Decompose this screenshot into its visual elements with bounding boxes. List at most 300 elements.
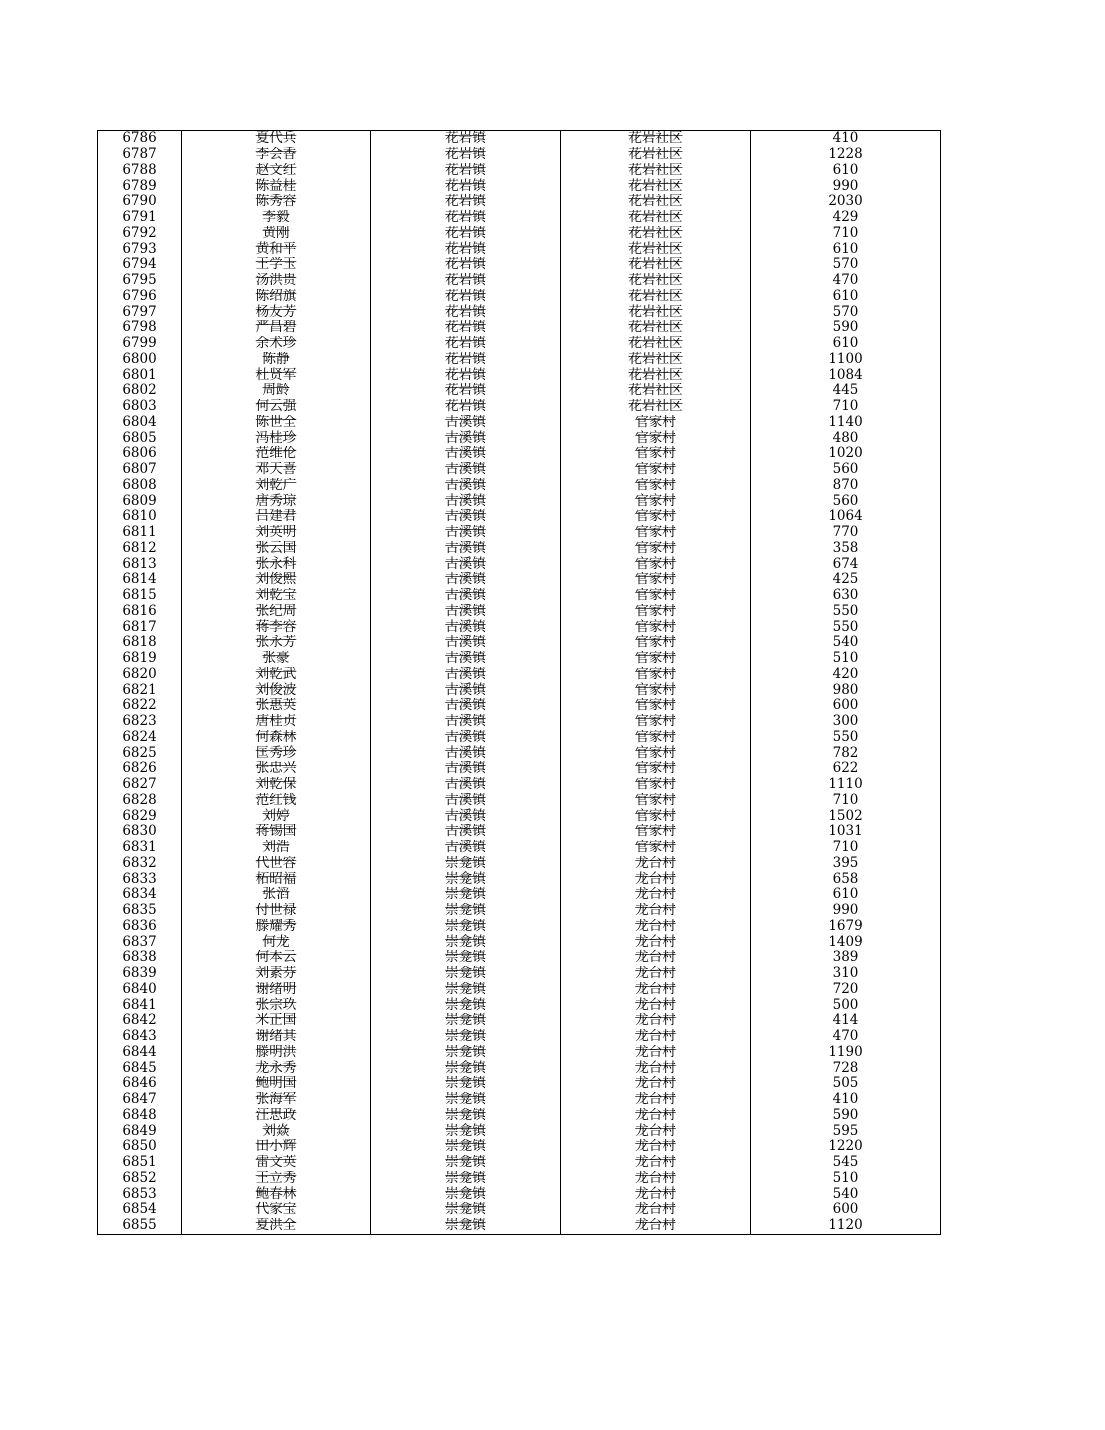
table-row [98,493,941,509]
town-cell: 崇龛镇 [371,1029,561,1045]
amount-cell: 1679 [751,919,941,935]
name-cell: 谢绪明 [182,982,371,998]
name-cell: 黄刚 [182,226,371,242]
amount-cell: 358 [751,541,941,557]
village-cell: 龙台村 [561,1155,751,1171]
town-cell: 古溪镇 [371,556,561,572]
amount-cell: 674 [751,556,941,572]
town-cell: 崇龛镇 [371,1139,561,1155]
town-cell: 崇龛镇 [371,1202,561,1218]
name-cell: 何云强 [182,399,371,415]
town-cell: 古溪镇 [371,777,561,793]
id-cell: 6820 [98,667,182,683]
amount-cell: 1228 [751,147,941,163]
table-row [98,1076,941,1092]
table-row [98,698,941,714]
amount-cell: 990 [751,178,941,194]
name-cell: 滕明洪 [182,1045,371,1061]
town-cell: 花岩镇 [371,178,561,194]
town-cell: 古溪镇 [371,446,561,462]
name-cell: 刘乾广 [182,478,371,494]
village-cell: 官家村 [561,808,751,824]
name-cell: 吕建君 [182,509,371,525]
name-cell: 滕耀秀 [182,919,371,935]
village-cell: 官家村 [561,493,751,509]
name-cell: 鲍春林 [182,1186,371,1202]
town-cell: 崇龛镇 [371,1045,561,1061]
town-cell: 古溪镇 [371,493,561,509]
town-cell: 古溪镇 [371,682,561,698]
village-cell: 官家村 [561,777,751,793]
name-cell: 匡秀珍 [182,745,371,761]
town-cell: 崇龛镇 [371,856,561,872]
id-cell: 6835 [98,903,182,919]
id-cell: 6808 [98,478,182,494]
table-row [98,1218,941,1234]
village-cell: 龙台村 [561,871,751,887]
name-cell: 刘焱 [182,1123,371,1139]
table-row [98,651,941,667]
amount-cell: 420 [751,667,941,683]
town-cell: 崇龛镇 [371,887,561,903]
amount-cell: 610 [751,289,941,305]
name-cell: 范维伦 [182,446,371,462]
table-row [98,446,941,462]
amount-cell: 540 [751,1186,941,1202]
name-cell: 刘俊波 [182,682,371,698]
town-cell: 古溪镇 [371,604,561,620]
id-cell: 6843 [98,1029,182,1045]
town-cell: 古溪镇 [371,588,561,604]
town-cell: 古溪镇 [371,793,561,809]
subsidy-table [97,130,941,1235]
table-row [98,210,941,226]
table-row [98,887,941,903]
village-cell: 龙台村 [561,1045,751,1061]
table-row [98,919,941,935]
name-cell: 米正国 [182,1013,371,1029]
village-cell: 龙台村 [561,887,751,903]
amount-cell: 1100 [751,352,941,368]
town-cell: 崇龛镇 [371,997,561,1013]
id-cell: 6817 [98,619,182,635]
table-row [98,950,941,966]
table-body [98,131,941,1235]
amount-cell: 410 [751,131,941,147]
town-cell: 花岩镇 [371,210,561,226]
table-row [98,714,941,730]
id-cell: 6845 [98,1060,182,1076]
id-cell: 6834 [98,887,182,903]
table-row [98,131,941,147]
table-row [98,147,941,163]
id-cell: 6812 [98,541,182,557]
name-cell: 张永科 [182,556,371,572]
amount-cell: 600 [751,698,941,714]
table-row [98,556,941,572]
town-cell: 古溪镇 [371,525,561,541]
town-cell: 古溪镇 [371,541,561,557]
table-row [98,399,941,415]
table-row [98,194,941,210]
amount-cell: 410 [751,1092,941,1108]
amount-cell: 570 [751,257,941,273]
table-row [98,1108,941,1124]
id-cell: 6830 [98,824,182,840]
amount-cell: 445 [751,383,941,399]
id-cell: 6814 [98,572,182,588]
name-cell: 张永芳 [182,635,371,651]
amount-cell: 1110 [751,777,941,793]
village-cell: 官家村 [561,430,751,446]
table-row [98,304,941,320]
name-cell: 刘素芬 [182,966,371,982]
town-cell: 崇龛镇 [371,1076,561,1092]
town-cell: 崇龛镇 [371,950,561,966]
table-row [98,478,941,494]
amount-cell: 550 [751,730,941,746]
table-row [98,1029,941,1045]
id-cell: 6828 [98,793,182,809]
name-cell: 邓天喜 [182,462,371,478]
village-cell: 龙台村 [561,1029,751,1045]
village-cell: 官家村 [561,462,751,478]
village-cell: 官家村 [561,698,751,714]
town-cell: 花岩镇 [371,226,561,242]
town-cell: 崇龛镇 [371,1092,561,1108]
name-cell: 蒋锡国 [182,824,371,840]
village-cell: 龙台村 [561,1060,751,1076]
name-cell: 张忠兴 [182,761,371,777]
amount-cell: 600 [751,1202,941,1218]
id-cell: 6813 [98,556,182,572]
village-cell: 花岩社区 [561,210,751,226]
name-cell: 刘英明 [182,525,371,541]
amount-cell: 770 [751,525,941,541]
name-cell: 张宗玖 [182,997,371,1013]
name-cell: 汤洪贵 [182,273,371,289]
id-cell: 6810 [98,509,182,525]
amount-cell: 470 [751,273,941,289]
id-cell: 6836 [98,919,182,935]
amount-cell: 560 [751,493,941,509]
town-cell: 古溪镇 [371,840,561,856]
amount-cell: 425 [751,572,941,588]
town-cell: 古溪镇 [371,745,561,761]
town-cell: 花岩镇 [371,163,561,179]
village-cell: 官家村 [561,730,751,746]
village-cell: 花岩社区 [561,257,751,273]
village-cell: 龙台村 [561,1013,751,1029]
name-cell: 何本云 [182,950,371,966]
table-row [98,178,941,194]
amount-cell: 590 [751,1108,941,1124]
village-cell: 官家村 [561,651,751,667]
table-row [98,1139,941,1155]
amount-cell: 2030 [751,194,941,210]
table-row [98,966,941,982]
name-cell: 何森林 [182,730,371,746]
table-row [98,934,941,950]
name-cell: 张云国 [182,541,371,557]
village-cell: 龙台村 [561,950,751,966]
town-cell: 古溪镇 [371,478,561,494]
village-cell: 官家村 [561,556,751,572]
village-cell: 官家村 [561,446,751,462]
village-cell: 龙台村 [561,1139,751,1155]
table-row [98,1013,941,1029]
amount-cell: 480 [751,430,941,446]
amount-cell: 1409 [751,934,941,950]
table-row [98,856,941,872]
table-row [98,730,941,746]
amount-cell: 500 [751,997,941,1013]
id-cell: 6790 [98,194,182,210]
table-row [98,525,941,541]
amount-cell: 710 [751,840,941,856]
id-cell: 6853 [98,1186,182,1202]
name-cell: 刘乾武 [182,667,371,683]
id-cell: 6787 [98,147,182,163]
amount-cell: 990 [751,903,941,919]
id-cell: 6844 [98,1045,182,1061]
id-cell: 6854 [98,1202,182,1218]
id-cell: 6789 [98,178,182,194]
village-cell: 官家村 [561,619,751,635]
town-cell: 古溪镇 [371,415,561,431]
amount-cell: 658 [751,871,941,887]
town-cell: 花岩镇 [371,273,561,289]
village-cell: 龙台村 [561,982,751,998]
town-cell: 崇龛镇 [371,966,561,982]
table-row [98,808,941,824]
town-cell: 古溪镇 [371,730,561,746]
name-cell: 黄和平 [182,241,371,257]
amount-cell: 550 [751,604,941,620]
village-cell: 花岩社区 [561,399,751,415]
town-cell: 花岩镇 [371,320,561,336]
amount-cell: 1084 [751,367,941,383]
name-cell: 唐桂贞 [182,714,371,730]
village-cell: 花岩社区 [561,289,751,305]
table-row [98,226,941,242]
id-cell: 6842 [98,1013,182,1029]
name-cell: 刘俊熙 [182,572,371,588]
id-cell: 6805 [98,430,182,446]
village-cell: 官家村 [561,840,751,856]
table-row [98,1123,941,1139]
village-cell: 龙台村 [561,1171,751,1187]
town-cell: 花岩镇 [371,352,561,368]
id-cell: 6824 [98,730,182,746]
id-cell: 6825 [98,745,182,761]
amount-cell: 870 [751,478,941,494]
name-cell: 冯桂珍 [182,430,371,446]
town-cell: 花岩镇 [371,336,561,352]
id-cell: 6798 [98,320,182,336]
village-cell: 官家村 [561,525,751,541]
town-cell: 花岩镇 [371,241,561,257]
id-cell: 6841 [98,997,182,1013]
name-cell: 余术珍 [182,336,371,352]
name-cell: 张纪周 [182,604,371,620]
town-cell: 古溪镇 [371,619,561,635]
table-row [98,289,941,305]
table-row [98,635,941,651]
name-cell: 刘浩 [182,840,371,856]
name-cell: 陈静 [182,352,371,368]
town-cell: 古溪镇 [371,509,561,525]
name-cell: 刘乾宝 [182,588,371,604]
table-row [98,352,941,368]
name-cell: 张豪 [182,651,371,667]
table-row [98,367,941,383]
village-cell: 花岩社区 [561,273,751,289]
amount-cell: 505 [751,1076,941,1092]
name-cell: 周龄 [182,383,371,399]
name-cell: 李会香 [182,147,371,163]
table-row [98,1186,941,1202]
table-row [98,588,941,604]
table-row [98,682,941,698]
id-cell: 6849 [98,1123,182,1139]
village-cell: 官家村 [561,635,751,651]
town-cell: 古溪镇 [371,824,561,840]
village-cell: 花岩社区 [561,241,751,257]
id-cell: 6797 [98,304,182,320]
village-cell: 花岩社区 [561,178,751,194]
name-cell: 杨友芳 [182,304,371,320]
town-cell: 古溪镇 [371,714,561,730]
amount-cell: 560 [751,462,941,478]
table-row [98,415,941,431]
table-row [98,336,941,352]
amount-cell: 1190 [751,1045,941,1061]
name-cell: 张惠英 [182,698,371,714]
village-cell: 龙台村 [561,1218,751,1234]
village-cell: 花岩社区 [561,367,751,383]
table-row [98,997,941,1013]
name-cell: 蒋李容 [182,619,371,635]
village-cell: 官家村 [561,541,751,557]
table-row [98,1092,941,1108]
name-cell: 张海军 [182,1092,371,1108]
village-cell: 官家村 [561,509,751,525]
name-cell: 严昌碧 [182,320,371,336]
amount-cell: 429 [751,210,941,226]
village-cell: 官家村 [561,793,751,809]
town-cell: 花岩镇 [371,257,561,273]
id-cell: 6833 [98,871,182,887]
id-cell: 6850 [98,1139,182,1155]
id-cell: 6840 [98,982,182,998]
town-cell: 古溪镇 [371,635,561,651]
amount-cell: 610 [751,241,941,257]
table-row [98,604,941,620]
town-cell: 古溪镇 [371,430,561,446]
town-cell: 花岩镇 [371,147,561,163]
table-row [98,1045,941,1061]
village-cell: 官家村 [561,682,751,698]
id-cell: 6794 [98,257,182,273]
amount-cell: 622 [751,761,941,777]
amount-cell: 389 [751,950,941,966]
table-row [98,824,941,840]
id-cell: 6807 [98,462,182,478]
amount-cell: 1064 [751,509,941,525]
id-cell: 6804 [98,415,182,431]
name-cell: 代世容 [182,856,371,872]
id-cell: 6815 [98,588,182,604]
village-cell: 龙台村 [561,966,751,982]
name-cell: 刘婷 [182,808,371,824]
village-cell: 官家村 [561,824,751,840]
village-cell: 龙台村 [561,1186,751,1202]
name-cell: 唐秀琼 [182,493,371,509]
village-cell: 龙台村 [561,903,751,919]
village-cell: 官家村 [561,478,751,494]
id-cell: 6806 [98,446,182,462]
amount-cell: 728 [751,1060,941,1076]
table-row [98,793,941,809]
amount-cell: 980 [751,682,941,698]
table-row [98,871,941,887]
id-cell: 6852 [98,1171,182,1187]
village-cell: 龙台村 [561,1108,751,1124]
amount-cell: 782 [751,745,941,761]
town-cell: 花岩镇 [371,383,561,399]
amount-cell: 710 [751,399,941,415]
village-cell: 花岩社区 [561,163,751,179]
village-cell: 花岩社区 [561,194,751,210]
id-cell: 6818 [98,635,182,651]
name-cell: 赵文红 [182,163,371,179]
amount-cell: 1031 [751,824,941,840]
town-cell: 崇龛镇 [371,1218,561,1234]
town-cell: 崇龛镇 [371,903,561,919]
town-cell: 古溪镇 [371,651,561,667]
table-row [98,383,941,399]
id-cell: 6837 [98,934,182,950]
amount-cell: 510 [751,1171,941,1187]
village-cell: 龙台村 [561,919,751,935]
id-cell: 6821 [98,682,182,698]
village-cell: 花岩社区 [561,131,751,147]
id-cell: 6838 [98,950,182,966]
id-cell: 6832 [98,856,182,872]
town-cell: 古溪镇 [371,462,561,478]
amount-cell: 710 [751,226,941,242]
amount-cell: 395 [751,856,941,872]
town-cell: 崇龛镇 [371,1013,561,1029]
table-row [98,430,941,446]
village-cell: 官家村 [561,588,751,604]
id-cell: 6823 [98,714,182,730]
town-cell: 花岩镇 [371,289,561,305]
name-cell: 田小辉 [182,1139,371,1155]
id-cell: 6795 [98,273,182,289]
name-cell: 龙永秀 [182,1060,371,1076]
town-cell: 古溪镇 [371,572,561,588]
table-row [98,667,941,683]
id-cell: 6809 [98,493,182,509]
village-cell: 官家村 [561,572,751,588]
table-row [98,1171,941,1187]
name-cell: 柘昭福 [182,871,371,887]
id-cell: 6803 [98,399,182,415]
village-cell: 花岩社区 [561,336,751,352]
amount-cell: 1220 [751,1139,941,1155]
